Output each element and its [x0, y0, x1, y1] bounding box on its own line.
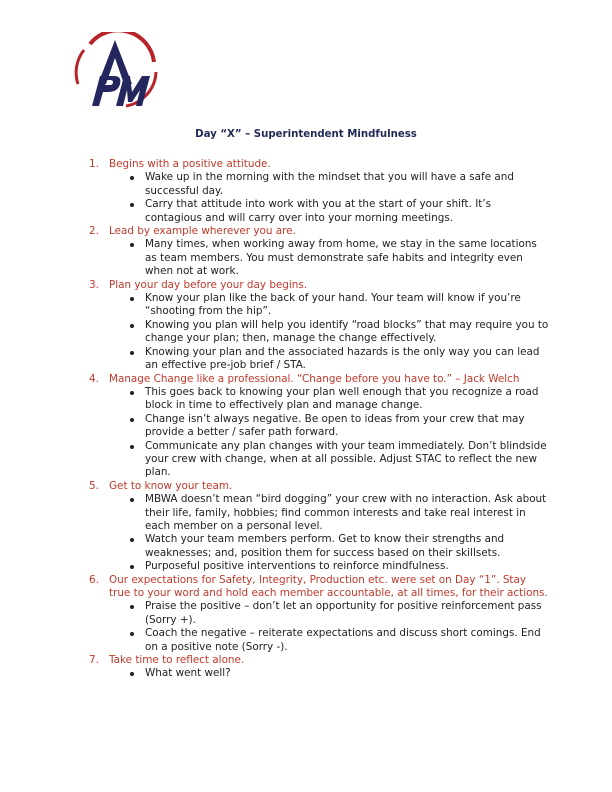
bullet-text: MBWA doesn’t mean “bird dogging” your crew with no interaction. Ask about their life, family, hobbies; find common interests and take real interest in each member on a personal level.	[145, 493, 547, 532]
bullet-item	[89, 600, 549, 627]
item-number: 2.	[89, 225, 99, 238]
bullet-text: Wake up in the morning with the mindset that you will have a safe and successful day.	[145, 171, 514, 197]
bullet-list	[89, 386, 549, 480]
bullet-item	[89, 493, 549, 533]
item-number: 4.	[89, 372, 99, 385]
bullet-item	[89, 386, 549, 413]
bullet-item	[89, 440, 549, 480]
bullet-icon	[130, 672, 134, 676]
list-item	[89, 158, 549, 225]
bullet-item	[89, 292, 549, 319]
page-title: Day “X” – Superintendent Mindfulness	[195, 129, 417, 140]
bullet-text: Praise the positive – don’t let an opportunity for positive reinforcement pass (Sorry +).	[145, 600, 542, 626]
bullet-icon	[130, 324, 134, 328]
bullet-item	[89, 560, 549, 573]
bullet-list	[89, 493, 549, 573]
bullet-icon	[130, 391, 134, 395]
bullet-icon	[130, 297, 134, 301]
apm-logo-icon	[70, 32, 160, 112]
item-number: 7.	[89, 654, 99, 667]
list-item	[89, 225, 549, 279]
bullet-text: Many times, when working away from home, we stay in the same locations as team members. You must demonstrate safe habits and integrity even when not at work.	[145, 238, 537, 278]
item-heading: Lead by example wherever you are.	[109, 225, 296, 238]
item-number: 3.	[89, 278, 99, 291]
list-item	[89, 279, 549, 373]
item-number: 5.	[89, 479, 99, 492]
bullet-item	[89, 346, 549, 373]
bullet-text: Purposeful positive interventions to reinforce mindfulness.	[145, 560, 449, 573]
bullet-icon	[130, 176, 134, 180]
bullet-icon	[130, 243, 134, 247]
bullet-item	[89, 533, 549, 560]
bullet-text: Communicate any plan changes with your team immediately. Don’t blindside your crew with change, when at all possible. Adjust STAC to reflect the new plan.	[145, 439, 547, 479]
bullet-item	[89, 238, 549, 278]
item-heading: Begins with a positive attitude.	[109, 158, 271, 170]
bullet-item	[89, 171, 549, 198]
bullet-icon	[130, 445, 134, 449]
list-item	[89, 373, 549, 480]
bullet-text: This goes back to knowing your plan well enough that you recognize a road block in time to effectively plan and manage change.	[145, 385, 539, 412]
apm-logo	[70, 32, 160, 112]
bullet-text: Carry that attitude into work with you at the start of your shift. It’s contagious and will carry over into your morning meetings.	[145, 198, 492, 224]
list-item	[89, 480, 549, 574]
bullet-list	[89, 238, 549, 278]
bullet-text: Watch your team members perform. Get to know their strengths and weaknesses; and, position them for success based on their skillsets.	[145, 533, 505, 559]
bullet-list	[89, 667, 549, 680]
bullet-item	[89, 667, 549, 680]
list-item	[89, 654, 549, 681]
item-number: 6.	[89, 573, 99, 586]
mindfulness-list	[89, 158, 549, 681]
bullet-text: Knowing you plan will help you identify “road blocks” that may require you to change your plan; then, manage the change effectively.	[145, 318, 549, 345]
bullet-item	[89, 413, 549, 440]
item-heading: Manage Change like a professional. “Change before you have to.” – Jack Welch	[109, 372, 520, 385]
bullet-icon	[130, 351, 134, 355]
bullet-icon	[130, 498, 134, 502]
item-number: 1.	[89, 158, 99, 170]
bullet-text: Know your plan like the back of your hand. Your team will know if you’re “shooting from the hip”.	[145, 292, 521, 318]
document-body	[89, 158, 549, 681]
bullet-list	[89, 292, 549, 372]
list-item	[89, 574, 549, 654]
bullet-text: Change isn’t always negative. Be open to ideas from your crew that may provide a better / safer path forward.	[145, 412, 525, 439]
bullet-text: What went well?	[145, 667, 231, 680]
bullet-icon	[130, 203, 134, 207]
item-heading: Plan your day before your day begins.	[109, 278, 308, 291]
bullet-item	[89, 319, 549, 346]
bullet-text: Coach the negative – reiterate expectations and discuss short comings. End on a positive note (Sorry -).	[145, 627, 541, 653]
bullet-icon	[130, 418, 134, 422]
bullet-icon	[130, 605, 134, 609]
bullet-icon	[130, 632, 134, 636]
bullet-list	[89, 600, 549, 654]
bullet-text: Knowing your plan and the associated hazards is the only way you can lead an effective pre-job brief / STA.	[145, 345, 540, 372]
bullet-icon	[130, 538, 134, 542]
bullet-item	[89, 198, 549, 225]
bullet-icon	[130, 565, 134, 569]
bullet-list	[89, 171, 549, 225]
bullet-item	[89, 627, 549, 654]
item-heading: Get to know your team.	[109, 479, 233, 492]
item-heading: Take time to reflect alone.	[109, 654, 245, 667]
item-heading: Our expectations for Safety, Integrity, Production etc. were set on Day “1”. Stay true to your word and hold each member accountable, at all times, for their actions.	[109, 573, 548, 599]
